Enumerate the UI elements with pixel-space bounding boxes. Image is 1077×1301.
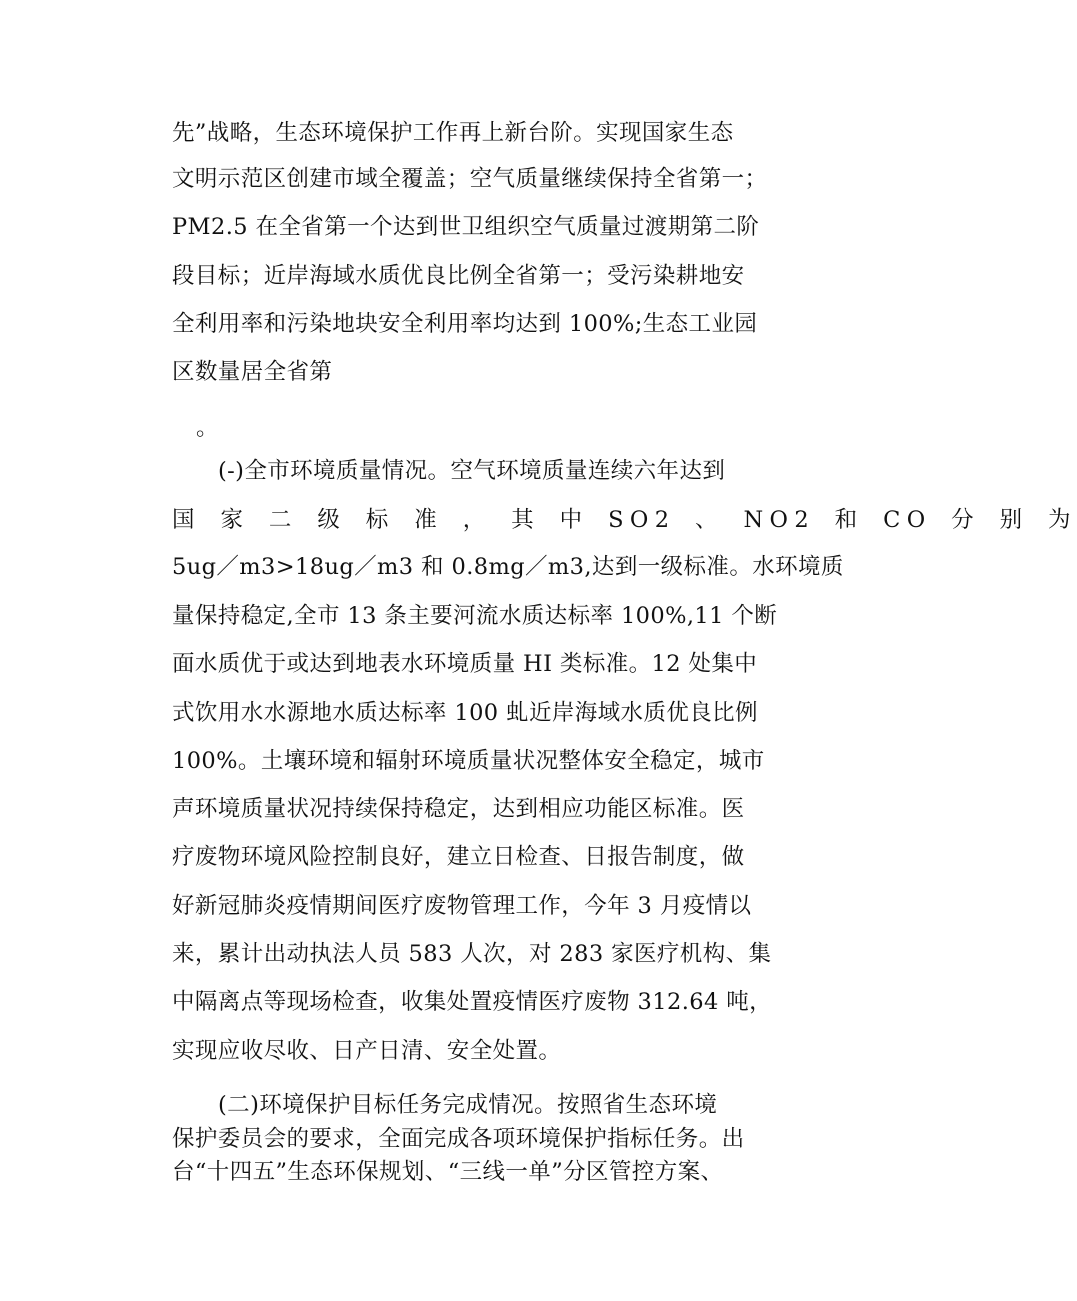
text-line: 好新冠肺炎疫情期间医疗废物管理工作，今年 3 月疫情以 — [172, 893, 752, 919]
text-line: 100%。土壤环境和辐射环境质量状况整体安全稳定，城市 — [172, 748, 765, 774]
paragraph-heading-line: (二)环境保护目标任务完成情况。按照省生态环境 — [218, 1092, 718, 1118]
text-line: 式饮用水水源地水质达标率 100 虬近岸海域水质优良比例 — [172, 700, 758, 726]
text-line: 段目标；近岸海域水质优良比例全省第一；受污染耕地安 — [172, 263, 745, 289]
text-line: PM2.5 在全省第一个达到世卫组织空气质量过渡期第二阶 — [172, 214, 760, 240]
text-line: 量保持稳定,全市 13 条主要河流水质达标率 100%,11 个断 — [172, 603, 778, 629]
text-line: 全利用率和污染地块安全利用率均达到 100%;生态工业园 — [172, 311, 758, 337]
trailing-period: 。 — [196, 415, 219, 441]
text-line: 台“十四五”生态环保规划、“三线一单”分区管控方案、 — [172, 1159, 724, 1185]
text-line: 区数量居全省第 — [172, 359, 333, 385]
text-line: 实现应收尽收、日产日清、安全处置。 — [172, 1038, 562, 1064]
text-line: 疗废物环境风险控制良好，建立日检查、日报告制度，做 — [172, 844, 745, 870]
text-line: 中隔离点等现场检查，收集处置疫情医疗废物 312.64 吨， — [172, 989, 773, 1015]
text-line: 5ug／m3>18ug／m3 和 0.8mg／m3,达到一级标准。水环境质 — [172, 554, 844, 580]
text-line: 国 家 二 级 标 准 ， 其 中 SO2 、 NO2 和 CO 分 别 为 — [172, 507, 1077, 533]
text-line: 面水质优于或达到地表水环境质量 HI 类标准。12 处集中 — [172, 651, 758, 677]
paragraph-heading-line: (-)全市环境质量情况。空气环境质量连续六年达到 — [218, 458, 726, 484]
text-line: 声环境质量状况持续保持稳定，达到相应功能区标准。医 — [172, 796, 745, 822]
text-line: 文明示范区创建市域全覆盖；空气质量继续保持全省第一； — [172, 166, 768, 192]
text-line: 保护委员会的要求，全面完成各项环境保护指标任务。出 — [172, 1126, 745, 1152]
text-line: 先”战略，生态环境保护工作再上新台阶。实现国家生态 — [172, 120, 734, 146]
text-line: 来，累计出动执法人员 583 人次，对 283 家医疗机构、集 — [172, 941, 772, 967]
